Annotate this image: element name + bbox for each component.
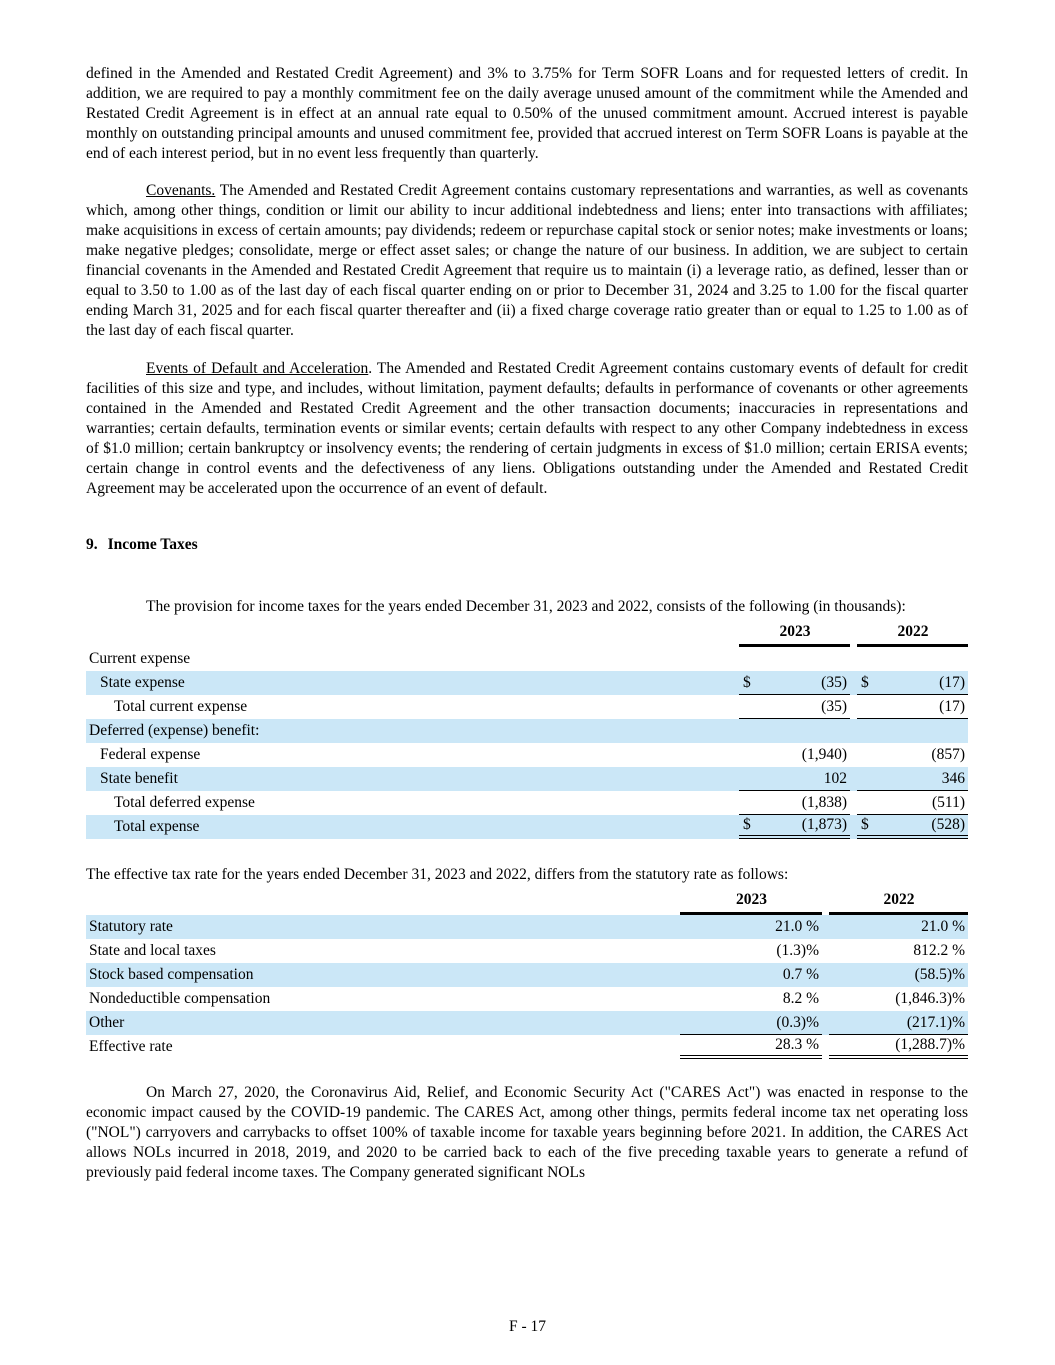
year-column-header: 2022: [857, 623, 968, 647]
cell-value: (58.5)%: [914, 966, 965, 983]
value-cell: [680, 918, 822, 939]
cell-value: (1,873): [801, 816, 847, 833]
table-row: [86, 719, 968, 743]
value-cell: [829, 942, 968, 963]
year-column-header: 2023: [739, 623, 850, 647]
value-cell: [680, 990, 822, 1011]
value-cell: [829, 966, 968, 987]
row-label: Effective rate: [89, 1038, 173, 1055]
value-cell: [739, 770, 850, 791]
table-header-row: [86, 624, 968, 647]
value-cell: [739, 698, 850, 719]
cell-value: (1.3)%: [776, 942, 819, 959]
row-label: Deferred (expense) benefit:: [89, 722, 260, 739]
row-label: Total expense: [114, 818, 200, 835]
covenants-lead-label: Covenants.: [146, 182, 216, 199]
paragraph-credit-terms: defined in the Amended and Restated Credit Agreement) and 3% to 3.75% for Term SOFR Loans and for requested letters of credit. In addition, we are required to pay a monthly commitment fee on the daily average unused amount of the commitment while the Amended and Restated Credit Agreement is in effect at an annual rate equal to 0.50% of the unused commitment amount. Accrued interest is payable monthly on outstanding principal amounts and unused commitment fee, provided that accrued interest on Term SOFR Loans is payable at the end of each interest period, but in no event less frequently than quarterly.: [86, 65, 968, 162]
row-label: Current expense: [89, 650, 191, 667]
value-cell: [857, 674, 968, 695]
paragraph-effective-rate-intro: The effective tax rate for the years ended December 31, 2023 and 2022, differs from the statutory rate as follows:: [86, 866, 789, 883]
value-cell: [829, 1014, 968, 1035]
value-cell: [857, 794, 968, 815]
table-row: [86, 963, 968, 987]
value-cell: [739, 740, 850, 743]
page-number-footer: F - 17: [508, 1318, 547, 1335]
table-header-spacer: [86, 912, 680, 915]
value-cell: [857, 746, 968, 767]
year-column-header: 2022: [829, 891, 968, 915]
cell-value: 21.0 %: [921, 918, 965, 935]
table-row: [86, 815, 968, 839]
cell-value: (17): [939, 698, 965, 715]
value-cell: [829, 918, 968, 939]
section-title: Income Taxes: [107, 536, 198, 553]
currency-symbol: $: [743, 816, 751, 833]
value-cell: [857, 816, 968, 839]
value-cell: [680, 942, 822, 963]
row-label: Stock based compensation: [89, 966, 254, 983]
cell-value: (0.3)%: [776, 1014, 819, 1031]
table-row: [86, 671, 968, 695]
value-cell: [739, 746, 850, 767]
income-tax-provision-table: [86, 624, 968, 839]
section-number: 9.: [86, 536, 98, 553]
cell-value: (1,838): [801, 794, 847, 811]
table-header-spacer: [86, 644, 739, 647]
value-cell: [739, 668, 850, 671]
cell-value: (1,288.7)%: [895, 1036, 965, 1053]
value-cell: [829, 1036, 968, 1059]
cell-value: (1,940): [801, 746, 847, 763]
table-row: [86, 743, 968, 767]
currency-symbol: $: [861, 816, 869, 833]
effective-tax-rate-table: [86, 892, 968, 1059]
cell-value: (511): [932, 794, 965, 811]
row-label: Total current expense: [114, 698, 248, 715]
value-cell: [680, 1036, 822, 1059]
cell-value: (528): [931, 816, 965, 833]
row-label: State benefit: [100, 770, 178, 787]
events-of-default-body-text: . The Amended and Restated Credit Agreement contains customary events of default for credit facilities of this size and type, and includes, without limitation, payment defaults; defaults in performance of covenants or other agreements contained in the Amended and Restated Credit Agreement and the other transaction documents; inaccuracies in representations and warranties; certain defaults, termination events or similar events; certain defaults with respect to any other Company indebtedness in excess of $1.0 million; certain bankruptcy or insolvency events; the rendering of certain judgments in excess of $1.0 million; certain ERISA events; certain change in control events and the defectiveness of any liens. Obligations outstanding under the Amended and Restated Credit Agreement may be accelerated upon the occurrence of an event of default.: [86, 360, 968, 497]
cell-value: 346: [941, 770, 965, 787]
table-row: [86, 791, 968, 815]
value-cell: [739, 816, 850, 839]
value-cell: [739, 794, 850, 815]
cell-value: 28.3 %: [775, 1036, 819, 1053]
row-label: Other: [89, 1014, 125, 1031]
value-cell: [680, 966, 822, 987]
row-label: State expense: [100, 674, 185, 691]
cell-value: 102: [823, 770, 847, 787]
paragraph-events-of-default: [86, 359, 968, 499]
paragraph-covenants: [86, 181, 968, 341]
value-cell: [680, 1014, 822, 1035]
covenants-body-text: The Amended and Restated Credit Agreement contains customary representations and warranties, as well as covenants which, among other things, condition or limit our ability to incur additional indebtedness and liens; enter into transactions with affiliates; make acquisitions in excess of certain amounts; pay dividends; redeem or repurchase capital stock or senior notes; make investments or loans; make negative pledges; consolidate, merge or effect asset sales; or change the nature of our business. In addition, we are subject to certain financial covenants in the Amended and Restated Credit Agreement that require us to maintain (i) a leverage ratio, as defined, lesser than or equal to 3.50 to 1.00 as of the last day of each fiscal quarter ending on or prior to December 31, 2024 and 3.25 to 1.00 for the fiscal quarter ending March 31, 2025 and for each fiscal quarter thereafter and (ii) a fixed charge coverage ratio greater than or equal to 1.25 to 1.00 as of the last day of each fiscal quarter.: [86, 182, 968, 339]
value-cell: [857, 698, 968, 719]
row-label: Total deferred expense: [114, 794, 255, 811]
row-label: Statutory rate: [89, 918, 173, 935]
table-row: [86, 1011, 968, 1035]
value-cell: [739, 674, 850, 695]
cell-value: 0.7 %: [782, 966, 819, 983]
cell-value: (857): [931, 746, 965, 763]
currency-symbol: $: [743, 674, 751, 691]
table-row: [86, 695, 968, 719]
value-cell: [857, 770, 968, 791]
paragraph-provision-intro: The provision for income taxes for the years ended December 31, 2023 and 2022, consists of the following (in thousands):: [146, 598, 906, 615]
cell-value: (1,846.3)%: [895, 990, 965, 1007]
table-header-row: [86, 892, 968, 915]
year-column-header: 2023: [680, 891, 822, 915]
value-cell: [857, 740, 968, 743]
cell-value: 8.2 %: [782, 990, 819, 1007]
table-row: [86, 767, 968, 791]
table-row: [86, 1035, 968, 1059]
cell-value: (35): [821, 698, 847, 715]
value-cell: [829, 990, 968, 1011]
table-row: [86, 987, 968, 1011]
row-label: Federal expense: [100, 746, 201, 763]
table-row: [86, 939, 968, 963]
row-label: Nondeductible compensation: [89, 990, 271, 1007]
cell-value: 812.2 %: [913, 942, 965, 959]
value-cell: [857, 668, 968, 671]
cell-value: 21.0 %: [775, 918, 819, 935]
cell-value: (17): [939, 674, 965, 691]
events-of-default-lead-label: Events of Default and Acceleration: [146, 360, 369, 377]
paragraph-cares-act: On March 27, 2020, the Coronavirus Aid, Relief, and Economic Security Act ("CARES Act") was enacted in response to the economic impact caused by the COVID-19 pandemic. The CARES Act, among other things, permits federal income tax net operating loss ("NOL") carryovers and carrybacks to offset 100% of taxable income for taxable years beginning before 2021. In addition, the CARES Act allows NOLs incurred in 2018, 2019, and 2020 to be carried back to each of the five preceding taxable years to generate a refund of previously paid federal income taxes. The Company generated significant NOLs: [86, 1084, 968, 1181]
cell-value: (35): [821, 674, 847, 691]
table-row: [86, 647, 968, 671]
row-label: State and local taxes: [89, 942, 216, 959]
table-row: [86, 915, 968, 939]
section-heading-income-taxes: [86, 535, 968, 555]
currency-symbol: $: [861, 674, 869, 691]
cell-value: (217.1)%: [906, 1014, 965, 1031]
